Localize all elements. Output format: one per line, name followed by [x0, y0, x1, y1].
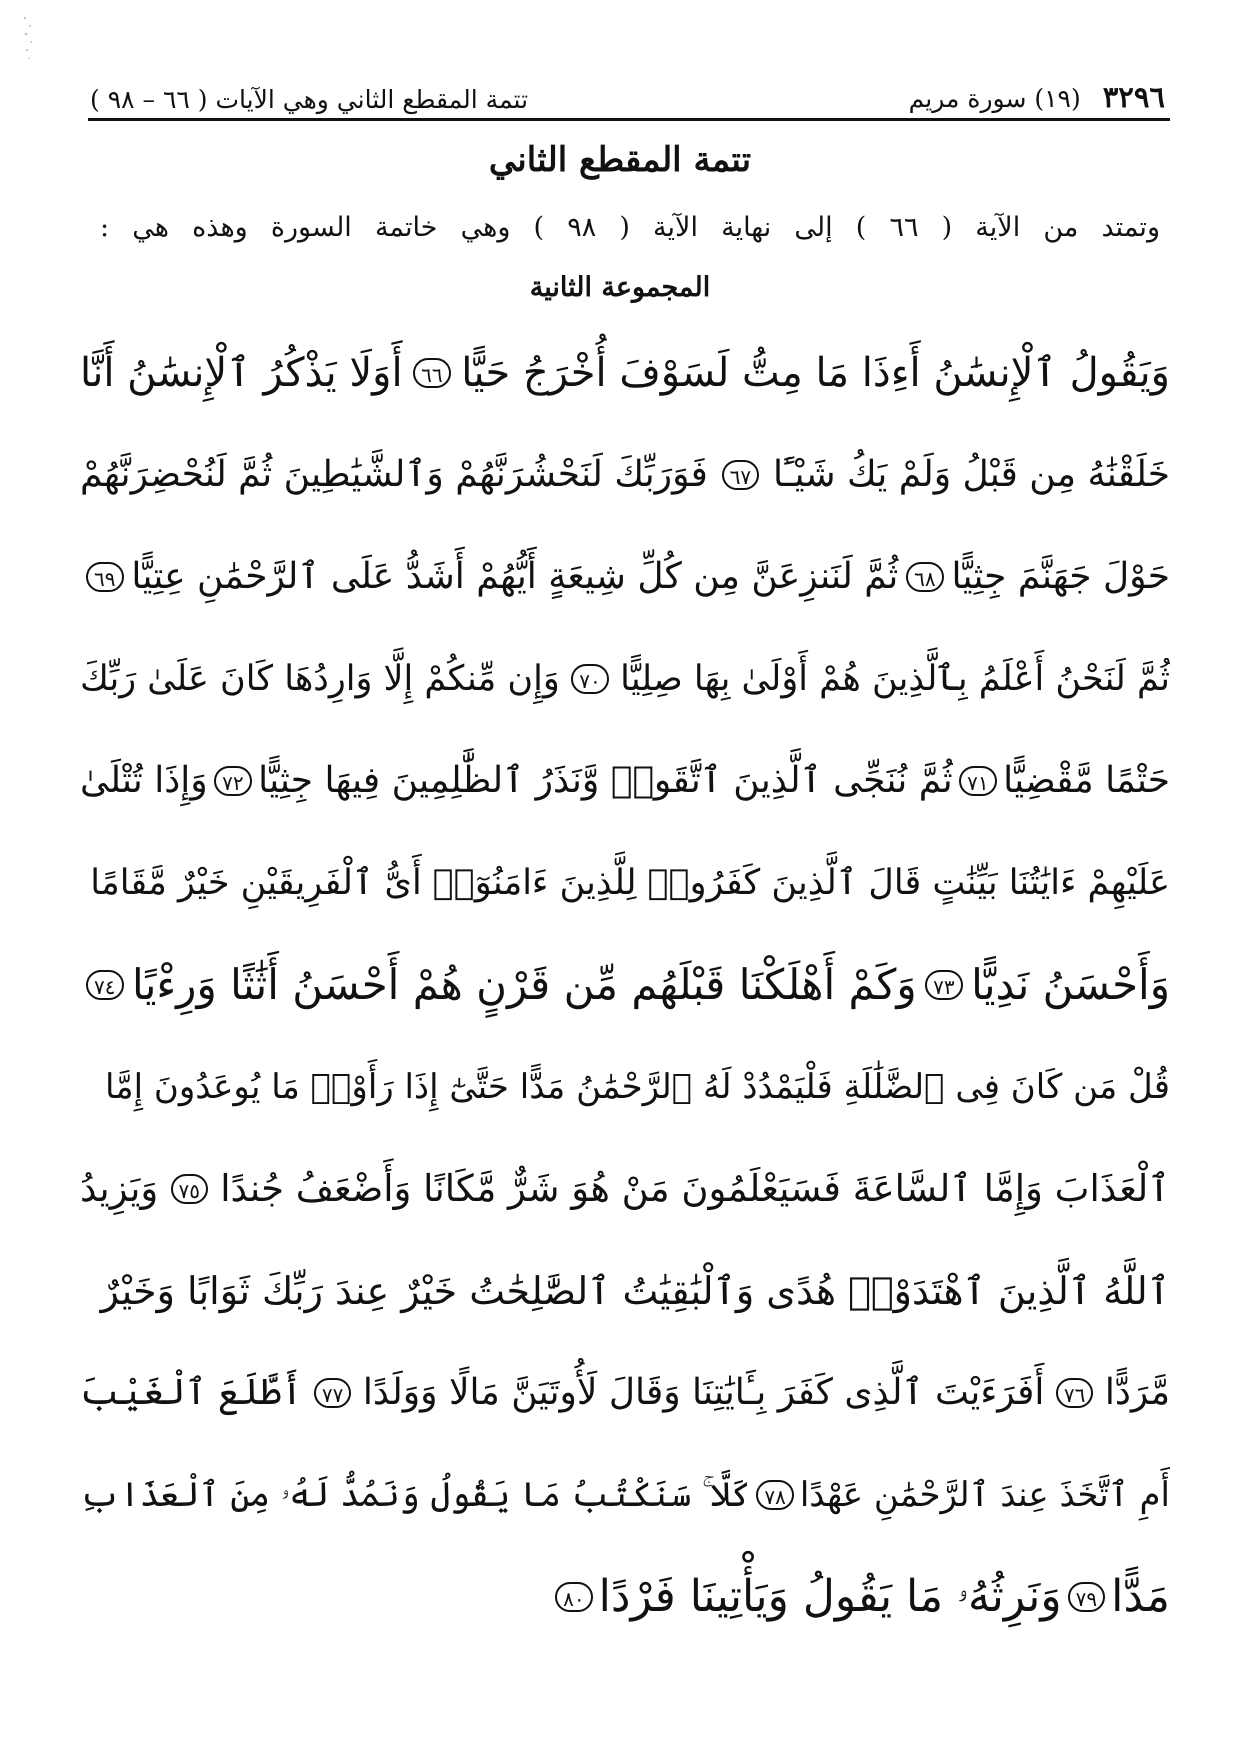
verse-text: وَكَمْ أَهْلَكْنَا قَبْلَهُم مِّن قَرْنٍ هُمْ أَحْسَنُ أَثَٰثًا وَرِءْيًا — [131, 960, 917, 1009]
ayah-marker: ٧٤ — [86, 970, 123, 1000]
ayah-marker: ٧٠ — [571, 664, 608, 694]
verse-line — [80, 1546, 1170, 1648]
ayah-marker: ٧٧ — [314, 1378, 351, 1408]
verse-line — [80, 628, 1170, 730]
verse-text: فَوَرَبِّكَ لَنَحْشُرَنَّهُمْ وَٱلشَّيَٰطِينَ ثُمَّ لَنُحْضِرَنَّهُمْ — [80, 454, 708, 495]
ayah-marker: ٦٦ — [413, 358, 450, 388]
verse-text: وَيَقُولُ ٱلْإِنسَٰنُ أَءِذَا مَا مِتُّ لَسَوْفَ أُخْرَجُ حَيًّا — [461, 350, 1170, 396]
verse-text: وَأَحْسَنُ نَدِيًّا — [971, 960, 1170, 1009]
verse-text: عَلَيْهِمْ ءَايَٰتُنَا بَيِّنَٰتٍ قَالَ ٱلَّذِينَ كَفَرُوا۟ لِلَّذِينَ ءَامَنُوٓا۟ أَىُّ ٱلْفَرِيقَيْنِ خَيْرٌ مَّقَامًا — [90, 863, 1170, 903]
verse-text: ٱللَّهُ ٱلَّذِينَ ٱهْتَدَوْا۟ هُدًى وَٱلْبَٰقِيَٰتُ ٱلصَّٰلِحَٰتُ خَيْرٌ عِندَ رَبِّكَ ثَوَابًا وَخَيْرٌ — [100, 1269, 1170, 1313]
verse-line — [80, 1342, 1170, 1444]
ayah-marker: ٧٢ — [214, 766, 251, 796]
ayah-marker: ٦٧ — [722, 460, 759, 490]
ayah-marker: ٧١ — [959, 766, 996, 796]
verse-line — [80, 934, 1170, 1036]
verse-line — [80, 1036, 1170, 1138]
ayah-marker: ٧٩ — [1068, 1582, 1105, 1612]
verse-line — [80, 424, 1170, 526]
verse-text: قُلْ مَن كَانَ فِى ٱلضَّلَٰلَةِ فَلْيَمْدُدْ لَهُ ٱلرَّحْمَٰنُ مَدًّا حَتَّىٰٓ إِذَا رَأَوْا۟ مَا يُوعَدُونَ إِمَّا — [105, 1067, 1170, 1107]
ayah-marker: ٦٨ — [906, 562, 943, 592]
verse-text: حَتْمًا مَّقْضِيًّا — [1003, 760, 1170, 801]
running-header — [90, 62, 1165, 114]
page-number: ٣٢٩٦ — [1102, 80, 1165, 114]
verse-text: حَوْلَ جَهَنَّمَ جِثِيًّا — [951, 556, 1170, 597]
intro-paragraph: وتمتد من الآية ( ٦٦ ) إلى نهاية الآية ( ٩٨ ) وهي خاتمة السورة وهذه هي : — [100, 212, 1160, 243]
verse-text: وَإِذَا تُتْلَىٰ — [80, 760, 208, 801]
verses-block — [80, 322, 1170, 1648]
margin-speck — [20, 12, 36, 62]
ayah-marker: ٧٥ — [171, 1174, 208, 1204]
verse-text: وَنَرِثُهُۥ مَا يَقُولُ وَيَأْتِينَا فَرْدًا — [598, 1571, 1062, 1622]
ayah-marker: ٧٨ — [756, 1480, 793, 1510]
running-header-right — [909, 80, 1165, 114]
verse-text: وَإِن مِّنكُمْ إِلَّا وَارِدُهَا كَانَ عَلَىٰ رَبِّكَ — [80, 659, 560, 699]
group-title: المجموعة الثانية — [529, 272, 711, 303]
verse-line — [80, 1240, 1170, 1342]
verse-text: أَمِ ٱتَّخَذَ عِندَ ٱلرَّحْمَٰنِ عَهْدًا — [799, 1475, 1170, 1515]
verse-text: مَدًّا — [1111, 1571, 1170, 1622]
verse-line — [80, 730, 1170, 832]
verse-text: أَوَلَا يَذْكُرُ ٱلْإِنسَٰنُ أَنَّا — [80, 350, 403, 396]
verse-text: ثُمَّ لَنَحْنُ أَعْلَمُ بِٱلَّذِينَ هُمْ أَوْلَىٰ بِهَا صِلِيًّا — [620, 659, 1170, 699]
verse-text: أَطَّلَعَ ٱلْغَيْبَ — [80, 1372, 303, 1413]
verse-text: ٱلْعَذَابَ وَإِمَّا ٱلسَّاعَةَ فَسَيَعْلَمُونَ مَنْ هُوَ شَرٌّ مَّكَانًا وَأَضْعَفُ جُندًا — [220, 1167, 1170, 1210]
verse-text: أَفَرَءَيْتَ ٱلَّذِى كَفَرَ بِـَٔايَٰتِنَا وَقَالَ لَأُوتَيَنَّ مَالًا وَوَلَدًا — [362, 1372, 1045, 1413]
verse-text: خَلَقْنَٰهُ مِن قَبْلُ وَلَمْ يَكُ شَيْـًٔا — [772, 454, 1170, 495]
ayah-marker: ٧٦ — [1056, 1378, 1093, 1408]
verse-text: ثُمَّ نُنَجِّى ٱلَّذِينَ ٱتَّقَوا۟ وَّنَذَرُ ٱلظَّٰلِمِينَ فِيهَا جِثِيًّا — [258, 760, 953, 801]
section-title: تتمة المقطع الثاني — [488, 140, 752, 180]
verse-text: مَّرَدًّا — [1104, 1372, 1170, 1413]
verse-line — [80, 322, 1170, 424]
ayah-marker: ٨٠ — [555, 1582, 592, 1612]
ayah-marker: ٧٣ — [925, 970, 962, 1000]
verse-line — [80, 1138, 1170, 1240]
verse-text: كَلَّا ۚ سَنَكْتُبُ مَا يَقُولُ وَنَمُدُّ لَهُۥ مِنَ ٱلْعَذَابِ — [80, 1475, 751, 1515]
section-range: تتمة المقطع الثاني وهي الآيات ( ٦٦ – ٩٨ ) — [90, 85, 529, 114]
verse-text: ثُمَّ لَنَنزِعَنَّ مِن كُلِّ شِيعَةٍ أَيُّهُمْ أَشَدُّ عَلَى ٱلرَّحْمَٰنِ عِتِيًّا — [131, 556, 899, 597]
verse-text: وَيَزِيدُ — [80, 1167, 159, 1210]
ayah-marker: ٦٩ — [86, 562, 123, 592]
surah-name: (١٩) سورة مريم — [908, 84, 1081, 113]
verse-line — [80, 832, 1170, 934]
header-rule — [88, 118, 1170, 121]
verse-line — [80, 526, 1170, 628]
verse-line — [80, 1444, 1170, 1546]
